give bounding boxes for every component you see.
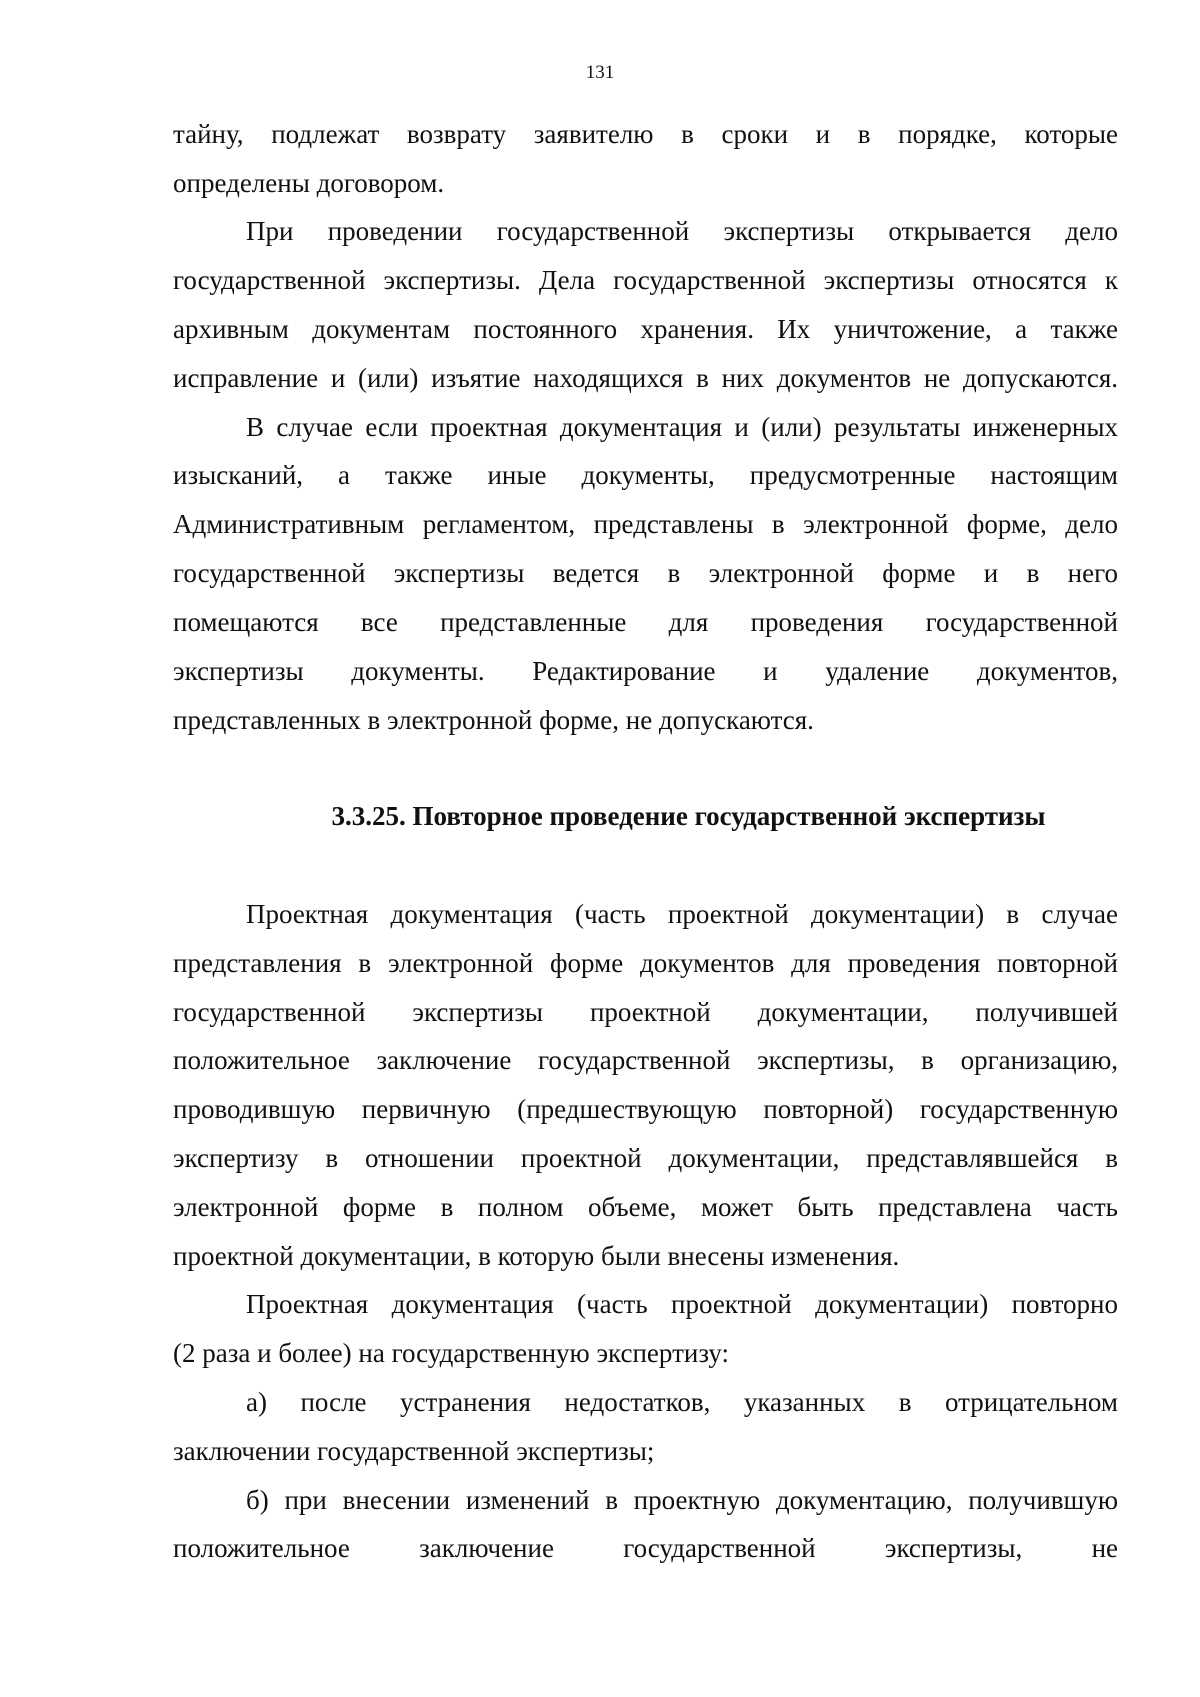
text-line: проводившую первичную (предшествующую повторной) государственную <box>173 1094 1118 1124</box>
page-number: 131 <box>585 62 615 83</box>
text-line: б) при внесении изменений в проектную документацию, получившую <box>246 1485 1118 1515</box>
section-heading: 3.3.25. Повторное проведение государственной экспертизы <box>331 801 1046 831</box>
text-line: представленных в электронной форме, не допускаются. <box>173 705 814 735</box>
text-line: архивным документам постоянного хранения. Их уничтожение, а также <box>173 314 1118 344</box>
text-line: а) после устранения недостатков, указанных в отрицательном <box>246 1387 1118 1417</box>
text-line: положительное заключение государственной экспертизы, в организацию, <box>173 1045 1118 1075</box>
text-line: Административным регламентом, представлены в электронной форме, дело <box>173 509 1118 539</box>
text-line: Проектная документация (часть проектной документации) в случае <box>246 899 1118 929</box>
text-line: тайну, подлежат возврату заявителю в сроки и в порядке, которые <box>173 119 1118 149</box>
text-line: проектной документации, в которую были внесены изменения. <box>173 1241 900 1271</box>
text-line: государственной экспертизы ведется в электронной форме и в него <box>173 558 1118 588</box>
text-line: электронной форме в полном объеме, может быть представлена часть <box>173 1192 1118 1222</box>
text-line: помещаются все представленные для проведения государственной <box>173 607 1118 637</box>
text-line: При проведении государственной экспертизы открывается дело <box>246 216 1118 246</box>
text-line: определены договором. <box>173 168 445 198</box>
text-line: представления в электронной форме документов для проведения повторной <box>173 948 1118 978</box>
text-line: (2 раза и более) на государственную экспертизу: <box>173 1338 730 1368</box>
text-line: экспертизы документы. Редактирование и удаление документов, <box>173 656 1118 686</box>
text-line: В случае если проектная документация и (или) результаты инженерных <box>246 412 1118 442</box>
text-line: Проектная документация (часть проектной документации) повторно <box>246 1289 1118 1319</box>
text-line: государственной экспертизы. Дела государственной экспертизы относятся к <box>173 265 1118 295</box>
text-line: экспертизу в отношении проектной документации, представлявшейся в <box>173 1143 1118 1173</box>
text-line: заключении государственной экспертизы; <box>173 1436 655 1466</box>
text-line: исправление и (или) изъятие находящихся в них документов не допускаются. <box>173 363 1118 393</box>
text-line: государственной экспертизы проектной документации, получившей <box>173 997 1118 1027</box>
text-line: положительное заключение государственной экспертизы, не <box>173 1533 1118 1563</box>
text-line: изысканий, а также иные документы, предусмотренные настоящим <box>173 460 1118 490</box>
